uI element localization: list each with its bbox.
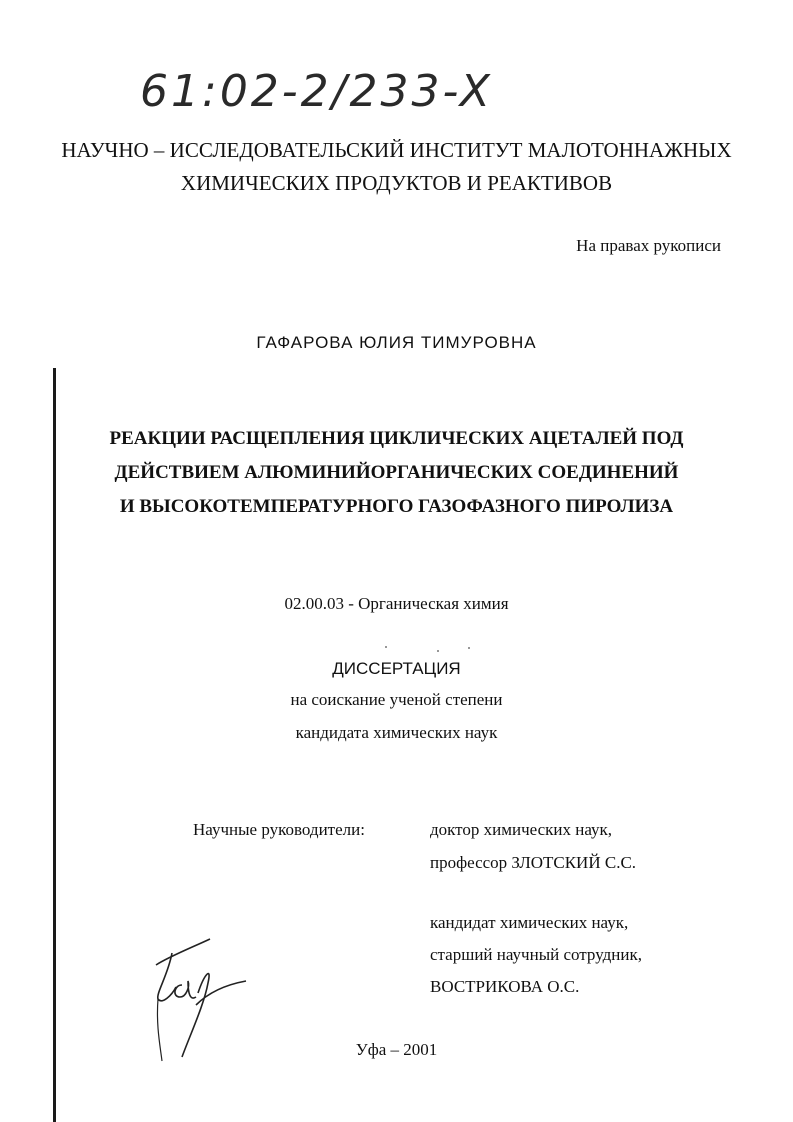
supervisor1-name: профессор ЗЛОТСКИЙ С.С.	[430, 853, 637, 872]
thesis-title-line1: РЕАКЦИИ РАСЩЕПЛЕНИЯ ЦИКЛИЧЕСКИХ АЦЕТАЛЕЙ ПОД	[109, 428, 684, 449]
institute-name-line2: ХИМИЧЕСКИХ ПРОДУКТОВ И РЕАКТИВОВ	[180, 171, 613, 195]
supervisor2-degree: кандидат химических наук,	[430, 913, 629, 932]
thesis-title-line3: И ВЫСОКОТЕМПЕРАТУРНОГО ГАЗОФАЗНОГО ПИРОЛИЗА	[119, 496, 674, 517]
archive-code-handwritten: 61:02-2/233-X	[140, 66, 493, 117]
supervisor2-position: старший научный сотрудник,	[430, 945, 642, 964]
supervisor1-degree: доктор химических наук,	[430, 820, 613, 839]
city-year: Уфа – 2001	[355, 1040, 438, 1059]
supervisors-label: Научные руководители:	[193, 820, 365, 839]
thesis-title-line2: ДЕЙСТВИЕМ АЛЮМИНИЙОРГАНИЧЕСКИХ СОЕДИНЕНИЙ	[114, 462, 679, 483]
scan-speck	[385, 646, 387, 648]
rights-note: На правах рукописи	[576, 236, 721, 255]
degree-purpose-line2: кандидата химических наук	[295, 723, 498, 742]
degree-purpose-line1: на соискание ученой степени	[290, 690, 503, 709]
specialty-code: 02.00.03 - Органическая химия	[284, 594, 509, 613]
dissertation-heading: ДИССЕРТАЦИЯ	[332, 659, 461, 678]
institute-name-line1: НАУЧНО – ИССЛЕДОВАТЕЛЬСКИЙ ИНСТИТУТ МАЛОТОННАЖНЫХ	[61, 138, 732, 162]
author-name: ГАФАРОВА ЮЛИЯ ТИМУРОВНА	[256, 333, 537, 352]
supervisor2-name: ВОСТРИКОВА О.С.	[430, 977, 580, 996]
scan-speck	[437, 650, 439, 652]
scan-speck	[468, 647, 470, 649]
